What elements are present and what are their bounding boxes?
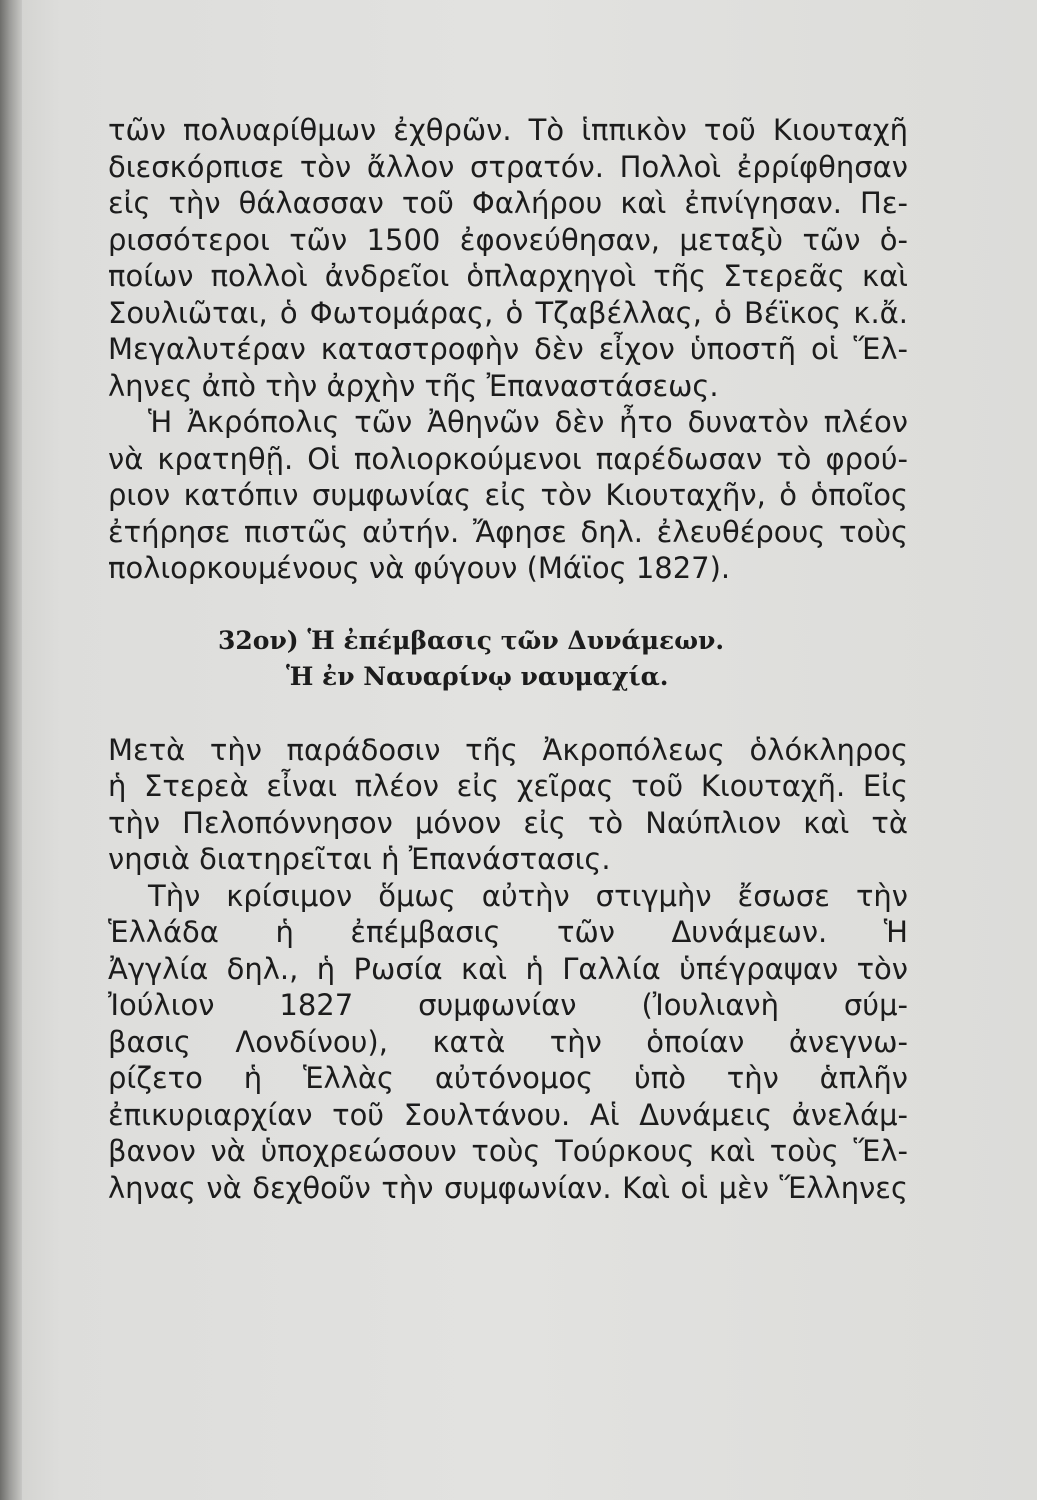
text-line: Ἡ Ἀκρόπολις τῶν Ἀθηνῶν δὲν ἦτο δυνατὸν πλέον	[148, 405, 908, 439]
text-line: ριον κατόπιν συμφωνίας εἰς τὸν Κιουταχῆν, ὁ ὁποῖος	[108, 478, 908, 512]
paragraph-surrender	[108, 732, 908, 878]
text-line: ρίζετο ἡ Ἑλλὰς αὐτόνομος ὑπὸ τὴν ἁπλῆν	[108, 1061, 908, 1095]
text-line: διεσκόρπισε τὸν ἄλλον στρατόν. Πολλοὶ ἐρρίφθησαν	[108, 149, 908, 184]
text-line: ποίων πολλοὶ ἀνδρεῖοι ὁπλαρχηγοὶ τῆς Στερεᾶς καὶ	[108, 259, 908, 293]
book-spine-shadow	[0, 0, 22, 1500]
text-line: Μεγαλυτέραν καταστροφὴν δὲν εἶχον ὑποστῆ οἱ Ἕλ-	[108, 332, 908, 366]
text-line: Ἑλλάδα ἡ ἐπέμβασις τῶν Δυνάμεων. Ἡ	[108, 915, 908, 949]
text-line: ἡ Στερεὰ εἶναι πλέον εἰς χεῖρας τοῦ Κιουταχῆ. Εἰς	[108, 769, 908, 803]
text-line: ἐπικυριαρχίαν τοῦ Σουλτάνου. Αἱ Δυνάμεις ἀνελάμ-	[108, 1097, 908, 1132]
text-line: Ἰούλιον 1827 συμφωνίαν (Ἰουλιανὴ σύμ-	[108, 988, 908, 1022]
text-line: ρισσότεροι τῶν 1500 ἐφονεύθησαν, μεταξὺ τῶν ὁ-	[108, 222, 908, 257]
text-line: νὰ κρατηθῇ. Οἱ πολιορκούμενοι παρέδωσαν τὸ φρού-	[108, 441, 908, 476]
paragraph-battle	[108, 112, 908, 404]
text-line: ληνες ἀπὸ τὴν ἀρχὴν τῆς Ἐπαναστάσεως.	[108, 368, 719, 403]
text-line: ληνας νὰ δεχθοῦν τὴν συμφωνίαν. Καὶ οἱ μὲν Ἕλληνες	[108, 1170, 908, 1205]
text-line: Ἀγγλία δηλ., ἡ Ρωσία καὶ ἡ Γαλλία ὑπέγραψαν τὸν	[108, 951, 908, 986]
paragraph-acropolis	[108, 404, 908, 587]
section-heading	[108, 623, 908, 696]
section-heading-line-1: 32ον) Ἡ ἐπέμβασις τῶν Δυνάμεων.	[218, 625, 725, 655]
text-line: βασις Λονδίνου), κατὰ τὴν ὁποίαν ἀνεγνω-	[108, 1024, 908, 1059]
section-heading-line-2: Ἡ ἐν Ναυαρίνῳ ναυμαχία.	[286, 662, 669, 691]
text-line: Τὴν κρίσιμον ὅμως αὐτὴν στιγμὴν ἔσωσε τὴν	[148, 878, 908, 913]
text-line: τῶν πολυαρίθμων ἐχθρῶν. Τὸ ἱππικὸν τοῦ Κιουταχῆ	[108, 113, 908, 147]
page-text	[108, 112, 908, 1206]
text-line: Σουλιῶται, ὁ Φωτομάρας, ὁ Τζαβέλλας, ὁ Βέϊκος κ.ἄ.	[108, 295, 908, 330]
text-line: τὴν Πελοπόννησον μόνον εἰς τὸ Ναύπλιον καὶ τὰ	[108, 805, 908, 840]
text-line: εἰς τὴν θάλασσαν τοῦ Φαλήρου καὶ ἐπνίγησαν. Πε-	[108, 186, 908, 220]
text-line: Μετὰ τὴν παράδοσιν τῆς Ἀκροπόλεως ὁλόκληρος	[108, 732, 908, 767]
paragraph-intervention	[108, 878, 908, 1207]
text-line: πολιορκουμένους νὰ φύγουν (Μάϊος 1827).	[108, 551, 731, 585]
text-line: ἐτήρησε πιστῶς αὐτήν. Ἄφησε δηλ. ἐλευθέρους τοὺς	[108, 514, 908, 549]
text-line: βανον νὰ ὑποχρεώσουν τοὺς Τούρκους καὶ τοὺς Ἕλ-	[108, 1134, 908, 1168]
text-line: νησιὰ διατηρεῖται ἡ Ἐπανάστασις.	[108, 842, 611, 876]
